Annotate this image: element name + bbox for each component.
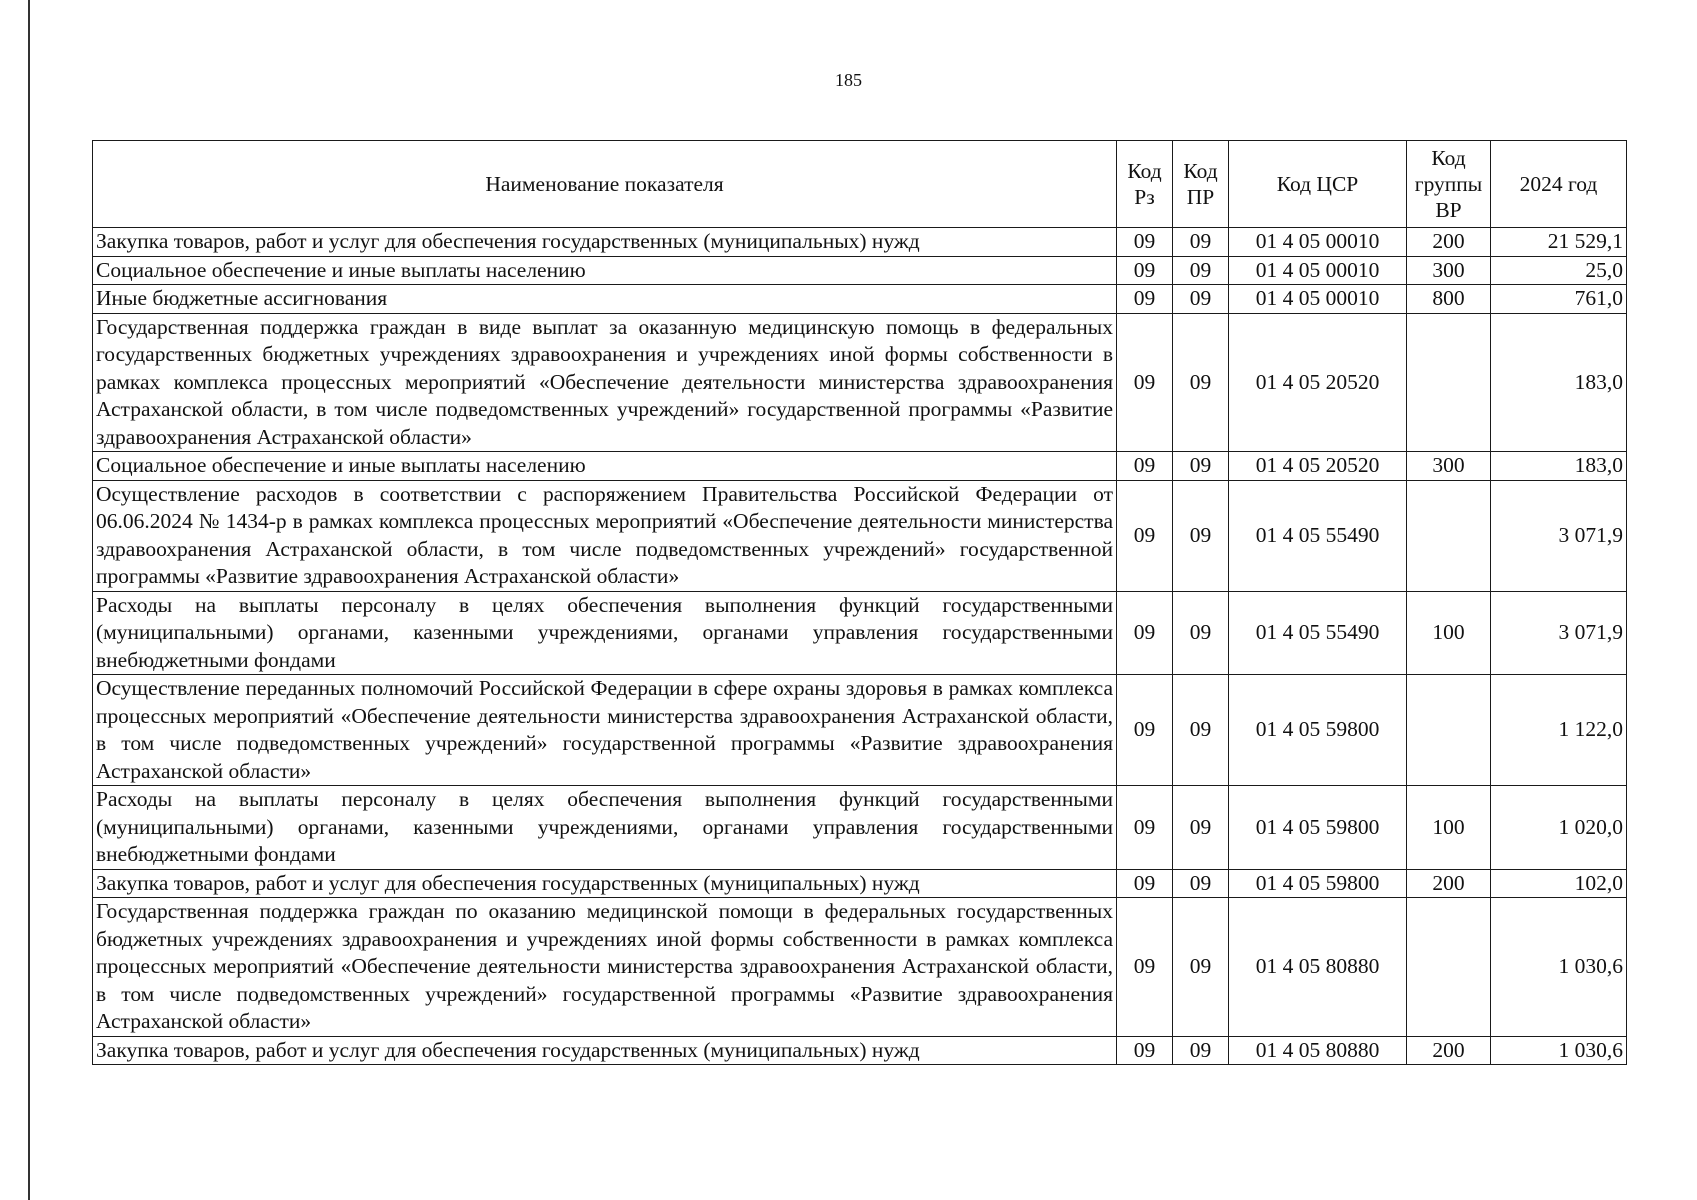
row-indicator-name: Расходы на выплаты персоналу в целях обеспечения выполнения функций государственными (муниципальными) органами, казенными учреждениями, органами управления государственными внебюджетными фондами <box>93 786 1117 870</box>
row-amount-2024: 3 071,9 <box>1491 480 1627 591</box>
row-rz-code: 09 <box>1117 256 1173 285</box>
row-pr-code: 09 <box>1173 786 1229 870</box>
row-pr-code: 09 <box>1173 313 1229 452</box>
table-row <box>93 675 1627 786</box>
row-vr-group-code: 100 <box>1407 591 1491 675</box>
row-amount-2024: 3 071,9 <box>1491 591 1627 675</box>
budget-table <box>92 140 1627 1065</box>
row-indicator-name: Государственная поддержка граждан в виде выплат за оказанную медицинскую помощь в федеральных государственных бюджетных учреждениях здравоохранения и учреждениях иной формы собственности в рамках комплекса процессных мероприятий «Обеспечение деятельности министерства здравоохранения Астраханской области, в том числе подведомственных учреждений» государственной программы «Развитие здравоохранения Астраханской области» <box>93 313 1117 452</box>
row-indicator-name: Государственная поддержка граждан по оказанию медицинской помощи в федеральных государственных бюджетных учреждениях здравоохранения и учреждениях иной формы собственности в рамках комплекса процессных мероприятий «Обеспечение деятельности министерства здравоохранения Астраханской области, в том числе подведомственных учреждений» государственной программы «Развитие здравоохранения Астраханской области» <box>93 898 1117 1037</box>
row-pr-code: 09 <box>1173 256 1229 285</box>
row-vr-group-code: 200 <box>1407 869 1491 898</box>
row-vr-group-code <box>1407 313 1491 452</box>
page-number: 185 <box>835 70 862 90</box>
row-indicator-name: Осуществление расходов в соответствии с распоряжением Правительства Российской Федерации от 06.06.2024 № 1434-р в рамках комплекса процессных мероприятий «Обеспечение деятельности министерства здравоохранения Астраханской области, в том числе подведомственных учреждений» государственной программы «Развитие здравоохранения Астраханской области» <box>93 480 1117 591</box>
header-rz-code: Код Рз <box>1117 141 1173 228</box>
row-rz-code: 09 <box>1117 1036 1173 1065</box>
header-year-2024: 2024 год <box>1491 141 1627 228</box>
row-pr-code: 09 <box>1173 898 1229 1037</box>
row-vr-group-code: 800 <box>1407 285 1491 314</box>
table-header-row <box>93 141 1627 228</box>
row-amount-2024: 102,0 <box>1491 869 1627 898</box>
row-csr-code: 01 4 05 55490 <box>1229 591 1407 675</box>
row-amount-2024: 183,0 <box>1491 313 1627 452</box>
row-amount-2024: 1 122,0 <box>1491 675 1627 786</box>
row-rz-code: 09 <box>1117 452 1173 481</box>
header-csr-code: Код ЦСР <box>1229 141 1407 228</box>
header-vr-group-code: Код группы ВР <box>1407 141 1491 228</box>
row-vr-group-code <box>1407 898 1491 1037</box>
row-indicator-name: Закупка товаров, работ и услуг для обеспечения государственных (муниципальных) нужд <box>93 228 1117 257</box>
row-indicator-name: Социальное обеспечение и иные выплаты населению <box>93 256 1117 285</box>
row-vr-group-code: 300 <box>1407 452 1491 481</box>
row-pr-code: 09 <box>1173 228 1229 257</box>
row-indicator-name: Социальное обеспечение и иные выплаты населению <box>93 452 1117 481</box>
header-indicator-name: Наименование показателя <box>93 141 1117 228</box>
row-rz-code: 09 <box>1117 675 1173 786</box>
row-amount-2024: 1 030,6 <box>1491 1036 1627 1065</box>
binding-margin-line <box>28 0 30 1200</box>
row-amount-2024: 25,0 <box>1491 256 1627 285</box>
row-vr-group-code: 200 <box>1407 1036 1491 1065</box>
row-csr-code: 01 4 05 00010 <box>1229 228 1407 257</box>
row-vr-group-code <box>1407 675 1491 786</box>
row-rz-code: 09 <box>1117 869 1173 898</box>
row-csr-code: 01 4 05 59800 <box>1229 869 1407 898</box>
row-indicator-name: Закупка товаров, работ и услуг для обеспечения государственных (муниципальных) нужд <box>93 869 1117 898</box>
row-csr-code: 01 4 05 59800 <box>1229 786 1407 870</box>
row-amount-2024: 1 030,6 <box>1491 898 1627 1037</box>
row-rz-code: 09 <box>1117 786 1173 870</box>
row-pr-code: 09 <box>1173 675 1229 786</box>
row-csr-code: 01 4 05 59800 <box>1229 675 1407 786</box>
header-pr-code: Код ПР <box>1173 141 1229 228</box>
table-row <box>93 256 1627 285</box>
row-rz-code: 09 <box>1117 285 1173 314</box>
row-rz-code: 09 <box>1117 480 1173 591</box>
row-indicator-name: Закупка товаров, работ и услуг для обеспечения государственных (муниципальных) нужд <box>93 1036 1117 1065</box>
row-vr-group-code <box>1407 480 1491 591</box>
row-indicator-name: Осуществление переданных полномочий Российской Федерации в сфере охраны здоровья в рамках комплекса процессных мероприятий «Обеспечение деятельности министерства здравоохранения Астраханской области, в том числе подведомственных учреждений» государственной программы «Развитие здравоохранения Астраханской области» <box>93 675 1117 786</box>
row-csr-code: 01 4 05 80880 <box>1229 898 1407 1037</box>
row-csr-code: 01 4 05 55490 <box>1229 480 1407 591</box>
row-vr-group-code: 200 <box>1407 228 1491 257</box>
row-amount-2024: 1 020,0 <box>1491 786 1627 870</box>
row-csr-code: 01 4 05 80880 <box>1229 1036 1407 1065</box>
row-rz-code: 09 <box>1117 591 1173 675</box>
table-row <box>93 898 1627 1037</box>
table-row <box>93 285 1627 314</box>
table-row <box>93 869 1627 898</box>
row-csr-code: 01 4 05 00010 <box>1229 256 1407 285</box>
row-indicator-name: Иные бюджетные ассигнования <box>93 285 1117 314</box>
row-amount-2024: 761,0 <box>1491 285 1627 314</box>
table-body <box>93 228 1627 1065</box>
table-row <box>93 228 1627 257</box>
row-pr-code: 09 <box>1173 591 1229 675</box>
row-pr-code: 09 <box>1173 869 1229 898</box>
row-amount-2024: 21 529,1 <box>1491 228 1627 257</box>
row-indicator-name: Расходы на выплаты персоналу в целях обеспечения выполнения функций государственными (муниципальными) органами, казенными учреждениями, органами управления государственными внебюджетными фондами <box>93 591 1117 675</box>
row-amount-2024: 183,0 <box>1491 452 1627 481</box>
row-pr-code: 09 <box>1173 452 1229 481</box>
row-pr-code: 09 <box>1173 285 1229 314</box>
row-pr-code: 09 <box>1173 480 1229 591</box>
table-row <box>93 452 1627 481</box>
row-rz-code: 09 <box>1117 313 1173 452</box>
row-csr-code: 01 4 05 20520 <box>1229 452 1407 481</box>
row-vr-group-code: 100 <box>1407 786 1491 870</box>
row-rz-code: 09 <box>1117 228 1173 257</box>
row-csr-code: 01 4 05 00010 <box>1229 285 1407 314</box>
table-row <box>93 1036 1627 1065</box>
row-vr-group-code: 300 <box>1407 256 1491 285</box>
table-row <box>93 313 1627 452</box>
row-csr-code: 01 4 05 20520 <box>1229 313 1407 452</box>
table-row <box>93 591 1627 675</box>
table-row <box>93 786 1627 870</box>
table-row <box>93 480 1627 591</box>
row-pr-code: 09 <box>1173 1036 1229 1065</box>
row-rz-code: 09 <box>1117 898 1173 1037</box>
